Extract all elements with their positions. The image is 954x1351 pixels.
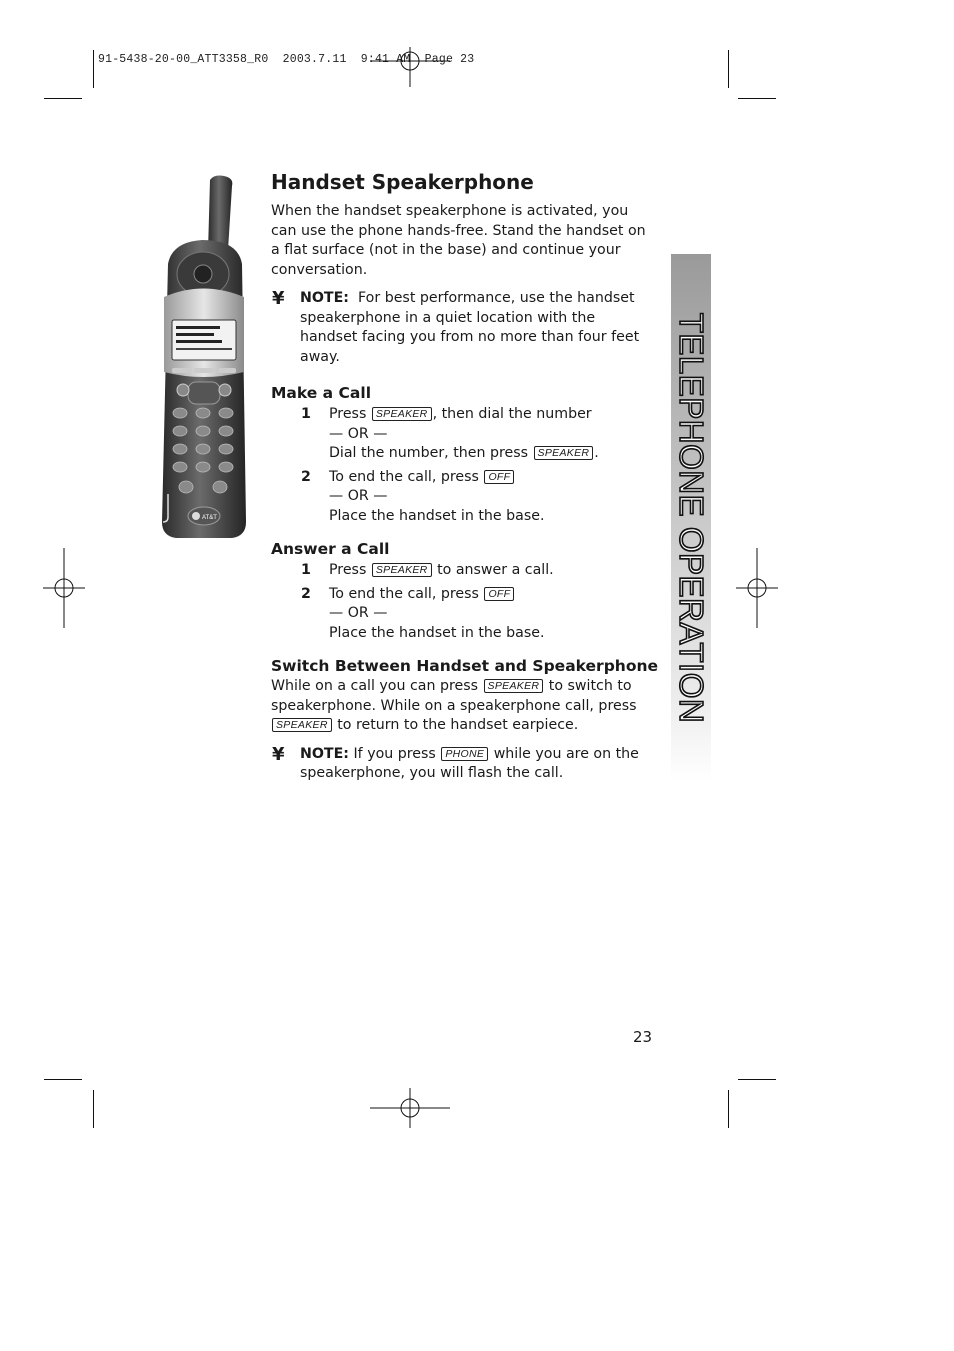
note-icon: ¥ bbox=[272, 743, 285, 765]
section-heading-make-call: Make a Call bbox=[271, 384, 372, 402]
step-text: , then dial the number bbox=[432, 406, 592, 422]
section-heading-answer-call: Answer a Call bbox=[271, 540, 390, 558]
step-text: To end the call, press bbox=[329, 585, 479, 602]
registration-mark-icon bbox=[736, 548, 778, 628]
crop-mark bbox=[44, 98, 82, 99]
note-label: NOTE: bbox=[300, 290, 349, 306]
step-text: Place the handset in the base. bbox=[329, 624, 545, 641]
crop-mark bbox=[93, 1090, 94, 1128]
side-tab-label: TELEPHONE OPERATION bbox=[673, 312, 710, 724]
registration-mark-icon bbox=[370, 47, 450, 87]
crop-mark bbox=[44, 1079, 82, 1080]
speaker-key-icon: SPEAKER bbox=[484, 679, 544, 693]
phone-key-icon: PHONE bbox=[441, 747, 488, 761]
switch-text: While on a call you can press bbox=[271, 678, 479, 694]
step-item bbox=[271, 585, 646, 644]
registration-mark-icon bbox=[43, 548, 85, 628]
note-icon: ¥ bbox=[272, 288, 285, 309]
crop-mark bbox=[738, 1079, 776, 1080]
or-separator: — OR — bbox=[329, 605, 388, 621]
main-content bbox=[271, 168, 659, 784]
switch-paragraph bbox=[271, 677, 646, 736]
registration-mark-icon bbox=[370, 1088, 450, 1128]
note-text: For best performance, use the handset speakerphone in a quiet location with the handset facing you from no more than four feet away. bbox=[300, 290, 640, 365]
or-separator: — OR — bbox=[329, 425, 388, 442]
note-label: NOTE: bbox=[300, 745, 349, 762]
note-performance bbox=[271, 289, 646, 367]
speaker-key-icon: SPEAKER bbox=[372, 407, 432, 421]
intro-paragraph: When the handset speakerphone is activated, you can use the phone hands-free. Stand the handset on a flat surface (not in the base) and continue your conversation. bbox=[271, 203, 646, 278]
switch-text: to return to the handset earpiece. bbox=[337, 717, 579, 733]
handset-logo-text: AT&T bbox=[202, 515, 217, 521]
crop-mark bbox=[728, 1090, 729, 1128]
step-text: Place the handset in the base. bbox=[329, 507, 545, 524]
step-text: . bbox=[594, 445, 599, 461]
page-title: Handset Speakerphone bbox=[271, 170, 534, 194]
crop-mark bbox=[728, 50, 729, 88]
speaker-key-icon: SPEAKER bbox=[534, 446, 594, 460]
section-side-tab bbox=[671, 254, 711, 782]
step-item bbox=[271, 405, 646, 464]
step-item bbox=[271, 468, 646, 527]
step-text: Press bbox=[329, 562, 367, 578]
switch-text: to switch to speakerphone. While on a speakerphone call, press bbox=[271, 678, 637, 714]
cordless-handset-illustration bbox=[158, 172, 250, 540]
or-separator: — OR — bbox=[329, 488, 388, 504]
page-number: 23 bbox=[633, 1028, 653, 1046]
speaker-key-icon: SPEAKER bbox=[372, 563, 432, 577]
crop-mark bbox=[738, 98, 776, 99]
crop-mark bbox=[93, 50, 94, 88]
section-heading-switch: Switch Between Handset and Speakerphone bbox=[271, 657, 659, 675]
off-key-icon: OFF bbox=[484, 587, 514, 601]
answer-call-steps bbox=[271, 561, 646, 643]
step-text: Press bbox=[329, 406, 367, 422]
off-key-icon: OFF bbox=[484, 470, 514, 484]
step-number: 1 bbox=[301, 562, 311, 578]
make-call-steps bbox=[271, 405, 646, 526]
note-flash bbox=[271, 745, 646, 784]
step-text: To end the call, press bbox=[329, 468, 479, 485]
step-number: 2 bbox=[301, 468, 311, 485]
step-text: Dial the number, then press bbox=[329, 445, 529, 461]
print-slug: 91-5438-20-00_ATT3358_R0 2003.7.11 9:41 AM Page 23 bbox=[98, 53, 475, 66]
step-text: to answer a call. bbox=[437, 562, 554, 578]
speaker-key-icon: SPEAKER bbox=[272, 718, 332, 732]
step-number: 1 bbox=[301, 406, 311, 422]
step-item bbox=[271, 561, 646, 581]
note-text: while you are on the speakerphone, you will flash the call. bbox=[300, 745, 639, 781]
step-number: 2 bbox=[301, 585, 311, 602]
note-text: If you press bbox=[353, 745, 436, 762]
